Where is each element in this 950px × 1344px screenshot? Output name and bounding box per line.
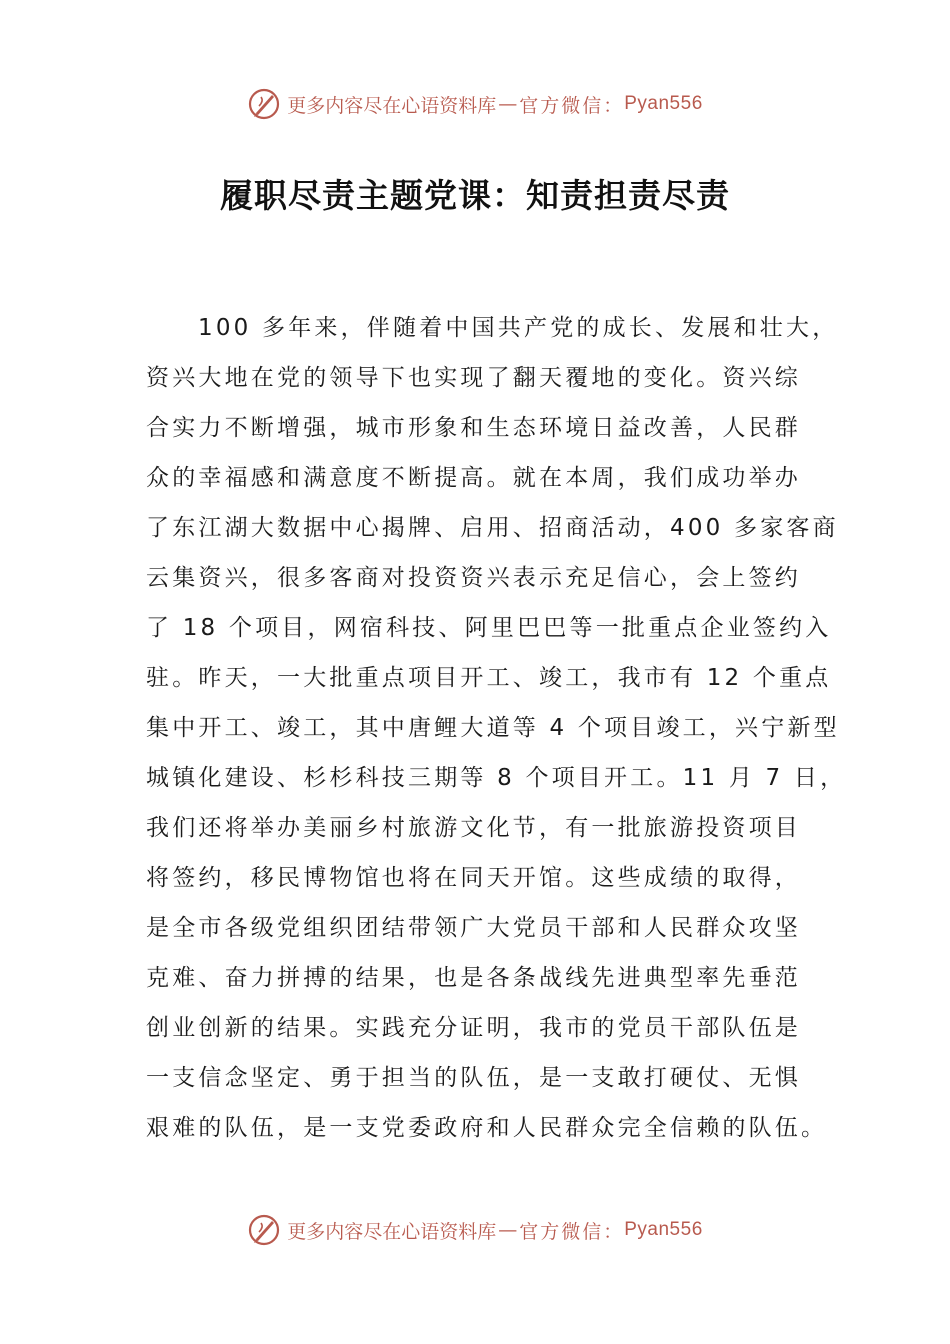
paragraph-line: 城镇化建设、杉杉科技三期等 8 个项目开工。11 月 7 日，	[146, 765, 847, 791]
footer-watermark-banner	[0, 1210, 950, 1250]
paragraph-line: 我们还将举办美丽乡村旅游文化节，有一批旅游投资项目	[146, 815, 801, 841]
paragraph-line: 集中开工、竣工，其中唐鲤大道等 4 个项目竣工，兴宁新型	[146, 715, 840, 741]
paragraph-line: 将签约，移民博物馆也将在同天开馆。这些成绩的取得，	[146, 865, 801, 891]
paragraph-line: 100 多年来，伴随着中国共产党的成长、发展和壮大，	[198, 315, 839, 341]
quill-logo-icon	[247, 87, 281, 121]
paragraph-line: 创业创新的结果。实践充分证明，我市的党员干部队伍是	[146, 1015, 801, 1041]
banner-brand-text: 更多内容尽在心语资料库	[287, 94, 497, 117]
quill-logo-icon	[247, 1213, 281, 1247]
paragraph-line: 众的幸福感和满意度不断提高。就在本周，我们成功举办	[146, 465, 801, 491]
banner-dash: —	[498, 93, 518, 115]
paragraph-line: 克难、奋力拼搏的结果，也是各条战线先进典型率先垂范	[146, 965, 801, 991]
paragraph-line: 云集资兴，很多客商对投资资兴表示充足信心，会上签约	[146, 565, 801, 591]
banner-wechat-label: 官方微信：	[519, 1220, 625, 1243]
paragraph-line: 资兴大地在党的领导下也实现了翻天覆地的变化。资兴综	[146, 365, 801, 391]
paragraph-line: 驻。昨天，一大批重点项目开工、竣工，我市有 12 个重点	[146, 665, 832, 691]
paragraph-line: 一支信念坚定、勇于担当的队伍，是一支敢打硬仗、无惧	[146, 1065, 801, 1091]
header-watermark-banner	[0, 84, 950, 124]
banner-brand-text: 更多内容尽在心语资料库	[287, 1220, 497, 1243]
paragraph-line: 合实力不断增强，城市形象和生态环境日益改善，人民群	[146, 415, 801, 441]
paragraph-line: 了 18 个项目，网宿科技、阿里巴巴等一批重点企业签约入	[146, 615, 832, 641]
paragraph-line: 了东江湖大数据中心揭牌、启用、招商活动，400 多家客商	[146, 515, 839, 541]
banner-wechat-id: Pyan556	[624, 93, 703, 114]
banner-dash: —	[498, 1219, 518, 1241]
page-title: 履职尽责主题党课：知责担责尽责	[220, 176, 730, 215]
banner-wechat-label: 官方微信：	[519, 94, 625, 117]
paragraph-line: 是全市各级党组织团结带领广大党员干部和人民群众攻坚	[146, 915, 801, 941]
paragraph-line: 艰难的队伍，是一支党委政府和人民群众完全信赖的队伍。	[146, 1115, 828, 1141]
banner-wechat-id: Pyan556	[624, 1219, 703, 1240]
body-paragraph	[146, 303, 847, 1153]
